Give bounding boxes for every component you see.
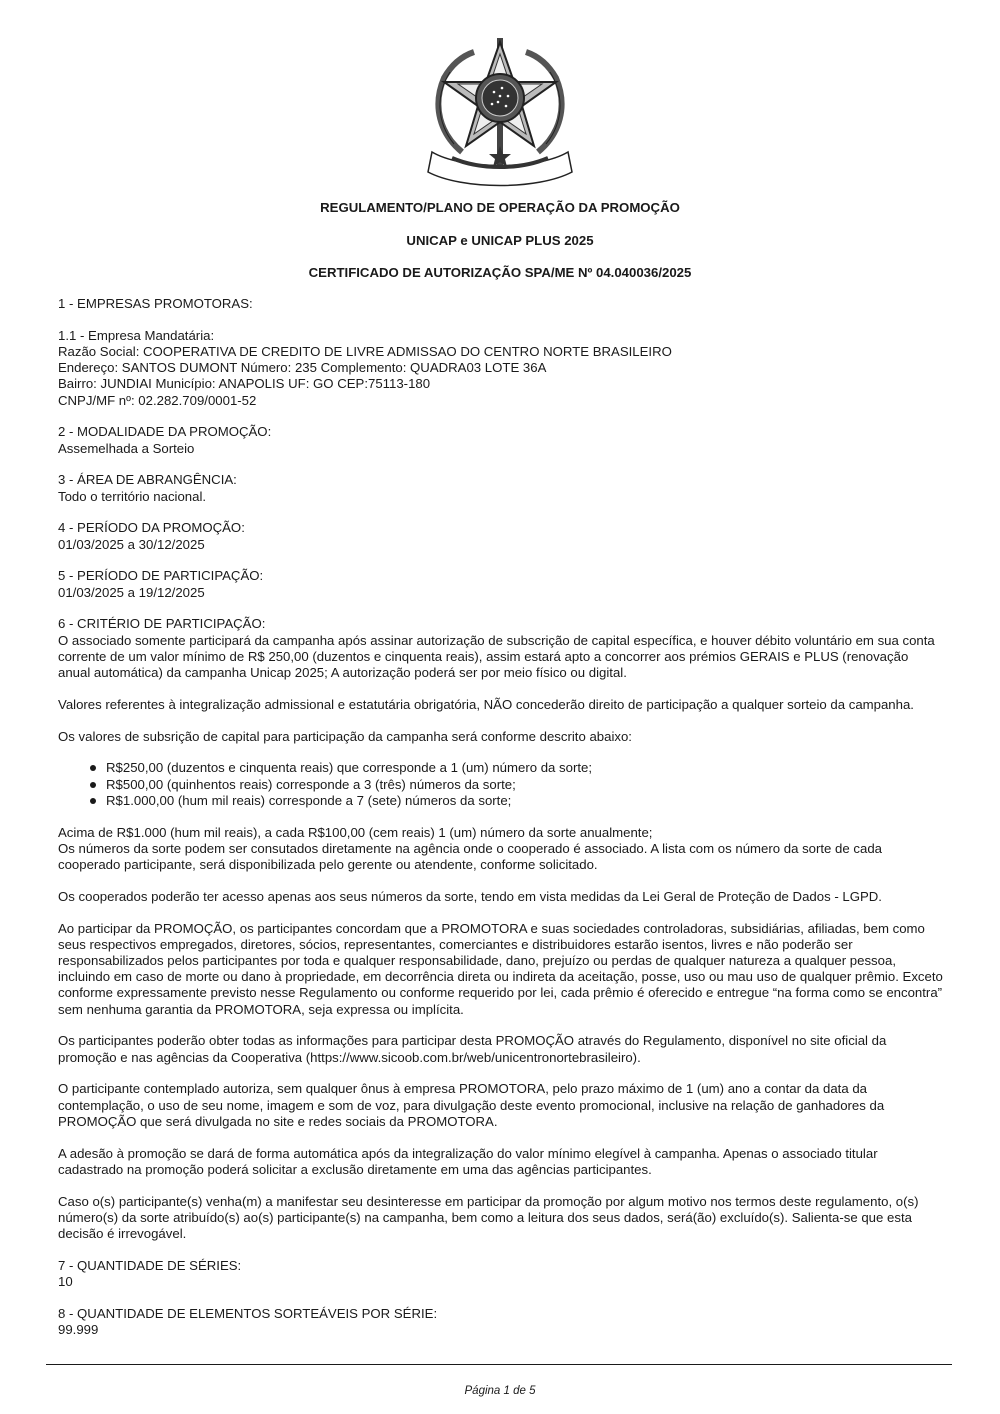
page-number: Página 1 de 5 bbox=[464, 1385, 536, 1397]
section-5-value: 01/03/2025 a 19/12/2025 bbox=[58, 584, 205, 600]
section-7-heading: 7 - QUANTIDADE DE SÉRIES: bbox=[58, 1257, 242, 1273]
authorization-certificate: CERTIFICADO DE AUTORIZAÇÃO SPA/ME Nº 04.040036/2025 bbox=[308, 265, 692, 280]
section-6-paragraph: Caso o(s) participante(s) venha(m) a manifestar seu desinteresse em participar da promoção por algum motivo nos termos deste regulamento, o(s) número(s) da sorte atribuído(s) ao(s) participante(s) na campanha, bem como a leitura dos seus dados, será(ão) excluído(s). Salienta-se que esta decisão é irrevogável. bbox=[58, 1193, 919, 1242]
section-2-value: Assemelhada a Sorteio bbox=[58, 440, 195, 456]
company-address: Endereço: SANTOS DUMONT Número: 235 Complemento: QUADRA03 LOTE 36A bbox=[58, 360, 547, 376]
company-cnpj: CNPJ/MF nº: 02.282.709/0001-52 bbox=[58, 392, 257, 408]
bullet-icon bbox=[90, 798, 96, 804]
list-item: R$250,00 (duzentos e cinquenta reais) que corresponde a 1 (um) número da sorte; bbox=[106, 760, 943, 776]
section-4-value: 01/03/2025 a 30/12/2025 bbox=[58, 536, 205, 552]
subscription-tiers-list bbox=[58, 760, 943, 809]
coat-of-arms-seal bbox=[422, 34, 578, 190]
list-item: R$1.000,00 (hum mil reais) corresponde a 7 (sete) números da sorte; bbox=[106, 793, 943, 809]
bullet-icon bbox=[90, 765, 96, 771]
section-2-heading: 2 - MODALIDADE DA PROMOÇÃO: bbox=[58, 424, 272, 440]
promotion-name: UNICAP e UNICAP PLUS 2025 bbox=[406, 233, 594, 248]
section-4-heading: 4 - PERÍODO DA PROMOÇÃO: bbox=[58, 520, 245, 536]
section-1-1-heading: 1.1 - Empresa Mandatária: bbox=[58, 327, 215, 343]
section-6-paragraph: Os valores de subsrição de capital para participação da campanha será conforme descrito abaixo: bbox=[58, 728, 632, 744]
section-3-value: Todo o território nacional. bbox=[58, 488, 207, 504]
section-6-paragraph: O associado somente participará da campanha após assinar autorização de subscrição de capital específica, e houver débito voluntário em sua conta corrente de um valor mínimo de R$ 250,00 (duzentos e cinquenta reais), assim estará apto a concorrer aos prémios GERAIS e PLUS (renovação anual automática) da campanha Unicap 2025; A autorização poderá ser por meio físico ou digital. bbox=[58, 632, 935, 681]
section-8-value: 99.999 bbox=[58, 1322, 99, 1338]
section-6-paragraph: Os números da sorte podem ser consutados diretamente na agência onde o cooperado é associado. A lista com os número da sorte de cada cooperado participante, será disponibilizada pelo gerente ou atendente, conforme solicitado. bbox=[58, 840, 882, 873]
section-7-value: 10 bbox=[58, 1274, 73, 1290]
section-6-paragraph: Os cooperados poderão ter acesso apenas aos seus números da sorte, tendo em vista medidas da Lei Geral de Proteção de Dados - LGPD. bbox=[58, 888, 882, 904]
company-district: Bairro: JUNDIAI Município: ANAPOLIS UF: GO CEP:75113-180 bbox=[58, 376, 431, 392]
section-6-paragraph: Os participantes poderão obter todas as informações para participar desta PROMOÇÃO através do Regulamento, disponível no site oficial da promoção e nas agências da Cooperativa (https://www.sicoob.com.br/web/unicentronortebrasileiro). bbox=[58, 1033, 887, 1065]
section-6-paragraph: Valores referentes à integralização admissional e estatutária obrigatória, NÃO concederão direito de participação a qualquer sorteio da campanha. bbox=[58, 696, 914, 712]
company-name: Razão Social: COOPERATIVA DE CREDITO DE LIVRE ADMISSAO DO CENTRO NORTE BRASILEIRO bbox=[58, 344, 672, 359]
bullet-icon bbox=[90, 782, 96, 788]
document-title: REGULAMENTO/PLANO DE OPERAÇÃO DA PROMOÇÃO bbox=[320, 200, 680, 215]
section-1-heading: 1 - EMPRESAS PROMOTORAS: bbox=[58, 296, 253, 311]
section-8-heading: 8 - QUANTIDADE DE ELEMENTOS SORTEÁVEIS POR SÉRIE: bbox=[58, 1305, 438, 1321]
section-6-paragraph: A adesão à promoção se dará de forma automática após da integralização do valor mínimo elegível à campanha. Apenas o associado titular cadastrado na promoção poderá solicitar a exclusão diretamente em uma das agências participantes. bbox=[58, 1145, 878, 1177]
document-body bbox=[58, 296, 943, 1338]
section-3-heading: 3 - ÁREA DE ABRANGÊNCIA: bbox=[58, 472, 237, 488]
section-6-heading: 6 - CRITÉRIO DE PARTICIPAÇÃO: bbox=[58, 616, 266, 632]
footer-divider bbox=[46, 1364, 952, 1365]
section-6-paragraph: Acima de R$1.000 (hum mil reais), a cada R$100,00 (cem reais) 1 (um) número da sorte anualmente; bbox=[58, 824, 653, 840]
section-6-paragraph: Ao participar da PROMOÇÃO, os participantes concordam que a PROMOTORA e suas sociedades controladoras, subsidiárias, afiliadas, bem como seus respectivos empregados, diretores, sócios, representantes, comerciantes e distribuidores estarão isentos, livres e não poderão ser responsabilizados pelos participantes por toda e qualquer responsabilidade, dano, prejuízo ou perdas de qualquer natureza a qualquer pessoa, incluindo em caso de morte ou dano à propriedade, em decorrência direta ou indireta da aceitação, posse, uso ou mau uso de qualquer prêmio. Exceto conforme expressamente previsto nesse Regulamento ou conforme requerido por lei, cada prêmio é oferecido e entregue “na forma como se encontra” sem nenhuma garantia da PROMOTORA, seja expressa ou implícita. bbox=[58, 920, 943, 1017]
section-6-paragraph: O participante contemplado autoriza, sem qualquer ônus à empresa PROMOTORA, pelo prazo máximo de 1 (um) ano a contar da data da contemplação, o uso de seu nome, imagem e som de voz, para divulgação deste evento promocional, inclusive na relação de ganhadores da PROMOÇÃO que será divulgada no site e redes sociais da PROMOTORA. bbox=[58, 1081, 885, 1129]
section-5-heading: 5 - PERÍODO DE PARTICIPAÇÃO: bbox=[58, 568, 264, 584]
list-item: R$500,00 (quinhentos reais) corresponde a 3 (três) números da sorte; bbox=[106, 777, 943, 793]
